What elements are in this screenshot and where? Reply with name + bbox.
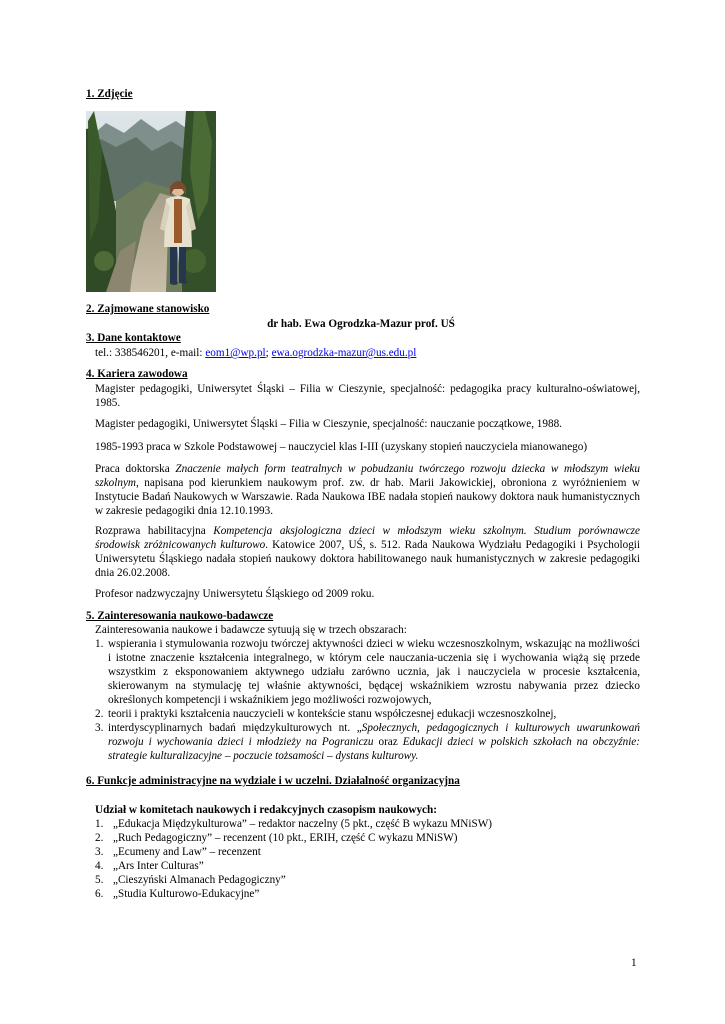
- committee-item: [95, 817, 640, 831]
- committee-item-text: „Ruch Pedagogiczny” – recenzent (10 pkt., ERIH, część C wykazu MNiSW): [113, 832, 458, 844]
- research-item-1: [95, 637, 640, 707]
- research-item-3: [95, 721, 640, 763]
- habilitation-thesis-title: Kompetencja aksjologiczna dzieci w młodszym wieku szkolnym. Studium porównawcze środowisk zróżnicowanych kulturowo: [95, 525, 640, 551]
- portrait-photo-image: [86, 111, 216, 292]
- committee-item-text: „Ecumeny and Law” – recenzent: [113, 846, 261, 858]
- list-number: 6.: [95, 888, 104, 900]
- portrait-photo: [86, 111, 216, 292]
- list-number: 2.: [95, 708, 104, 720]
- contact-line: [95, 346, 416, 360]
- research-item-3-title-2: Edukacji dzieci w polskich szkołach na obczyźnie: strategie kulturalizacyjne – poczucie tożsamości – dystans kulturowy.: [108, 736, 640, 762]
- committee-item: [95, 873, 640, 887]
- list-number: 3.: [95, 846, 104, 858]
- contact-phone-label: tel.: 338546201, e-mail:: [95, 347, 206, 359]
- committee-item-text: „Studia Kulturowo-Edukacyjne”: [113, 888, 260, 900]
- career-paragraph-school: 1985-1993 praca w Szkole Podstawowej – nauczyciel klas I-III (uzyskany stopień nauczyciela mianowanego): [95, 441, 588, 453]
- research-item-3-connector: oraz: [373, 736, 403, 748]
- section-heading-administrative: 6. Funkcje administracyjne na wydziale i w uczelni. Działalność organizacyjna: [86, 775, 460, 787]
- list-number: 2.: [95, 832, 104, 844]
- career-paragraph-ma-2: Magister pedagogiki, Uniwersytet Śląski – Filia w Cieszynie, specjalność: nauczanie początkowe, 1988.: [95, 418, 562, 430]
- section-heading-career: 4. Kariera zawodowa: [86, 368, 188, 380]
- research-item-text: [108, 721, 640, 763]
- habilitation-prefix: Rozprawa habilitacyjna: [95, 525, 214, 537]
- section-heading-research: 5. Zainteresowania naukowo-badawcze: [86, 610, 274, 622]
- email-link-primary[interactable]: eom1@wp.pl: [205, 347, 266, 359]
- list-number: 1.: [95, 638, 104, 650]
- page-number: 1: [631, 957, 637, 969]
- list-number: 1.: [95, 818, 104, 830]
- section-heading-position: 2. Zajmowane stanowisko: [86, 303, 210, 315]
- research-item-3-prefix: interdyscyplinarnych badań międzykulturowych nt. „: [108, 722, 362, 734]
- committees-subheading: Udział w komitetach naukowych i redakcyjnych czasopism naukowych:: [95, 804, 437, 816]
- list-number: 5.: [95, 874, 104, 886]
- section-heading-contact: 3. Dane kontaktowe: [86, 332, 181, 344]
- research-item-3-title-1: Społecznych, pedagogicznych i kulturowych uwarunkowań rozwoju i wychowania dzieci i młodzieży na Pograniczu: [108, 722, 640, 748]
- committee-item-text: „Ars Inter Culturas”: [113, 860, 204, 872]
- doctorate-prefix: Praca doktorska: [95, 463, 176, 475]
- research-intro: Zainteresowania naukowe i badawcze sytuują się w trzech obszarach:: [95, 624, 407, 636]
- committee-item-text: „Edukacja Międzykulturowa” – redaktor naczelny (5 pkt., część B wykazu MNiSW): [113, 818, 492, 830]
- doctorate-thesis-title: Znaczenie małych form teatralnych w pobudzaniu twórczego rozwoju dziecka w młodszym wieku szkolnym: [95, 463, 640, 489]
- doctorate-details: , napisana pod kierunkiem naukowym prof. zw. dr hab. Marii Jakowickiej, obroniona z wyróżnieniem w Instytucie Badań Naukowych w Warszawie. Rada Naukowa IBE nadała stopień naukowy doktora nauk humanistycznych w zakresie pedagogiki dnia 12.10.1993.: [95, 477, 640, 517]
- committee-item: [95, 859, 640, 873]
- habilitation-details: . Katowice 2007, UŚ, s. 512. Rada Naukowa Wydziału Pedagogiki i Psychologii Uniwersytetu Śląskiego nadała stopień naukowy doktora habilitowanego nauk humanistycznych w zakresie pedagogiki dnia 26.02.2008.: [95, 539, 641, 579]
- person-name-title: dr hab. Ewa Ogrodzka-Mazur prof. UŚ: [267, 318, 455, 330]
- email-separator: ;: [265, 347, 272, 359]
- section-heading-photo: 1. Zdjęcie: [86, 88, 133, 100]
- list-number: 4.: [95, 860, 104, 872]
- committees-list: [95, 817, 640, 901]
- career-paragraph-professor: Profesor nadzwyczajny Uniwersytetu Śląskiego od 2009 roku.: [95, 588, 375, 600]
- email-link-university[interactable]: ewa.ogrodzka-mazur@us.edu.pl: [271, 347, 417, 359]
- committee-item: [95, 831, 640, 845]
- committee-item-text: „Cieszyński Almanach Pedagogiczny”: [113, 874, 286, 886]
- committee-item: [95, 887, 640, 901]
- research-item-text: teorii i praktyki kształcenia nauczycieli w kontekście stanu współczesnej edukacji wczesnoszkolnej,: [108, 708, 557, 720]
- research-item-2: [95, 707, 640, 721]
- list-number: 3.: [95, 722, 104, 734]
- research-item-text: wspierania i stymulowania rozwoju twórczej aktywności dzieci w wieku wczesnoszkolnym, wskazując na możliwości i istotne znaczenie kształcenia integralnego, w którym cele nauczania-uczenia się i wychowania wiążą się przede wszystkim z eksponowaniem aktywnego udziału zarówno ucznia, jak i nauczyciela w procesie kształcenia, skierowanym na stymulację tej właśnie aktywności, będącej wskaźnikiem wzrostu nabywania przez dziecko określonych kompetencji i wskaźnikiem jego możliwości rozwojowych,: [108, 638, 640, 706]
- career-paragraph-habilitation: [95, 524, 640, 580]
- career-paragraph-ma-1: Magister pedagogiki, Uniwersytet Śląski – Filia w Cieszynie, specjalność: pedagogika pracy kulturalno-oświatowej, 1985.: [95, 383, 640, 409]
- career-paragraph-doctorate: [95, 462, 640, 518]
- committee-item: [95, 845, 640, 859]
